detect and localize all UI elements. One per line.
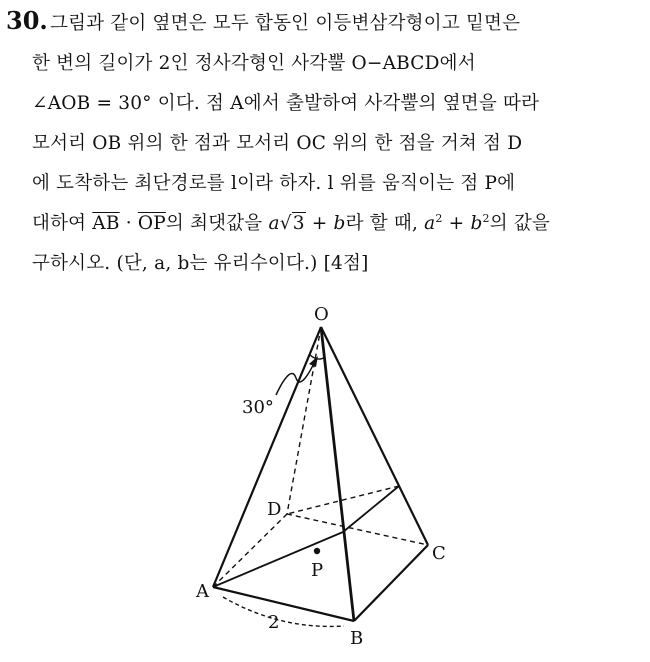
plus-sign-2: +: [442, 213, 471, 234]
exponent-a: 2: [435, 211, 443, 225]
edge-OD-hidden: [287, 327, 321, 514]
line-6-text-c: 라 할 때,: [345, 213, 425, 234]
edge-BC: [354, 545, 428, 621]
dot-operator: ·: [119, 213, 138, 234]
sqrt-symbol: √: [279, 213, 292, 234]
problem-line-2: 한 변의 길이가 2인 정사각형인 사각뿔 O−ABCD에서: [32, 53, 476, 74]
label-B: B: [350, 628, 364, 649]
var-b: b: [333, 213, 346, 234]
edge-AB: [213, 587, 354, 621]
edge-DC-hidden: [287, 514, 428, 545]
edge-length-label: 2: [268, 612, 280, 633]
vector-ab: $\overline{AB}$: [92, 213, 120, 234]
label-C: C: [432, 543, 446, 564]
label-P: P: [311, 560, 324, 581]
edge-OC: [321, 327, 428, 545]
line-6-text-b: 의 최댓값을: [165, 213, 269, 234]
line-6-text-a: 대하여: [32, 213, 93, 234]
sqrt-value: 3: [292, 213, 305, 234]
problem-line-5: 에 도착하는 최단경로를 l이라 하자. l 위를 움직이는 점 P에: [32, 173, 516, 194]
problem-number: 30.: [6, 6, 48, 35]
edge-AD-hidden: [213, 514, 287, 587]
var-b-squared: b: [470, 213, 483, 234]
label-D: D: [267, 499, 282, 520]
problem-line-4: 모서리 OB 위의 한 점과 모서리 OC 위의 한 점을 거쳐 점 D: [32, 133, 523, 154]
label-O: O: [314, 304, 329, 325]
line-6-text-d: 의 값을: [489, 213, 550, 234]
problem-line-7: 구하시오. (단, a, b는 유리수이다.) [4점]: [32, 253, 369, 274]
point-P: [314, 548, 320, 554]
label-A: A: [196, 581, 209, 602]
problem-line-1: 그림과 같이 옆면은 모두 합동인 이등변삼각형이고 밑면은: [50, 13, 521, 34]
problem-line-3: ∠AOB = 30° 이다. 점 A에서 출발하여 사각뿔의 옆면을 따라: [32, 93, 540, 114]
var-a-squared: a: [424, 213, 436, 234]
angle-label-30: 30°: [242, 397, 274, 418]
var-a: a: [268, 213, 280, 234]
plus-sign: +: [305, 213, 334, 234]
exponent-b: 2: [482, 211, 490, 225]
edge-OB: [321, 327, 354, 621]
edge-length-arc: [223, 597, 344, 626]
vector-op: $\overline{OP}$: [137, 213, 166, 234]
